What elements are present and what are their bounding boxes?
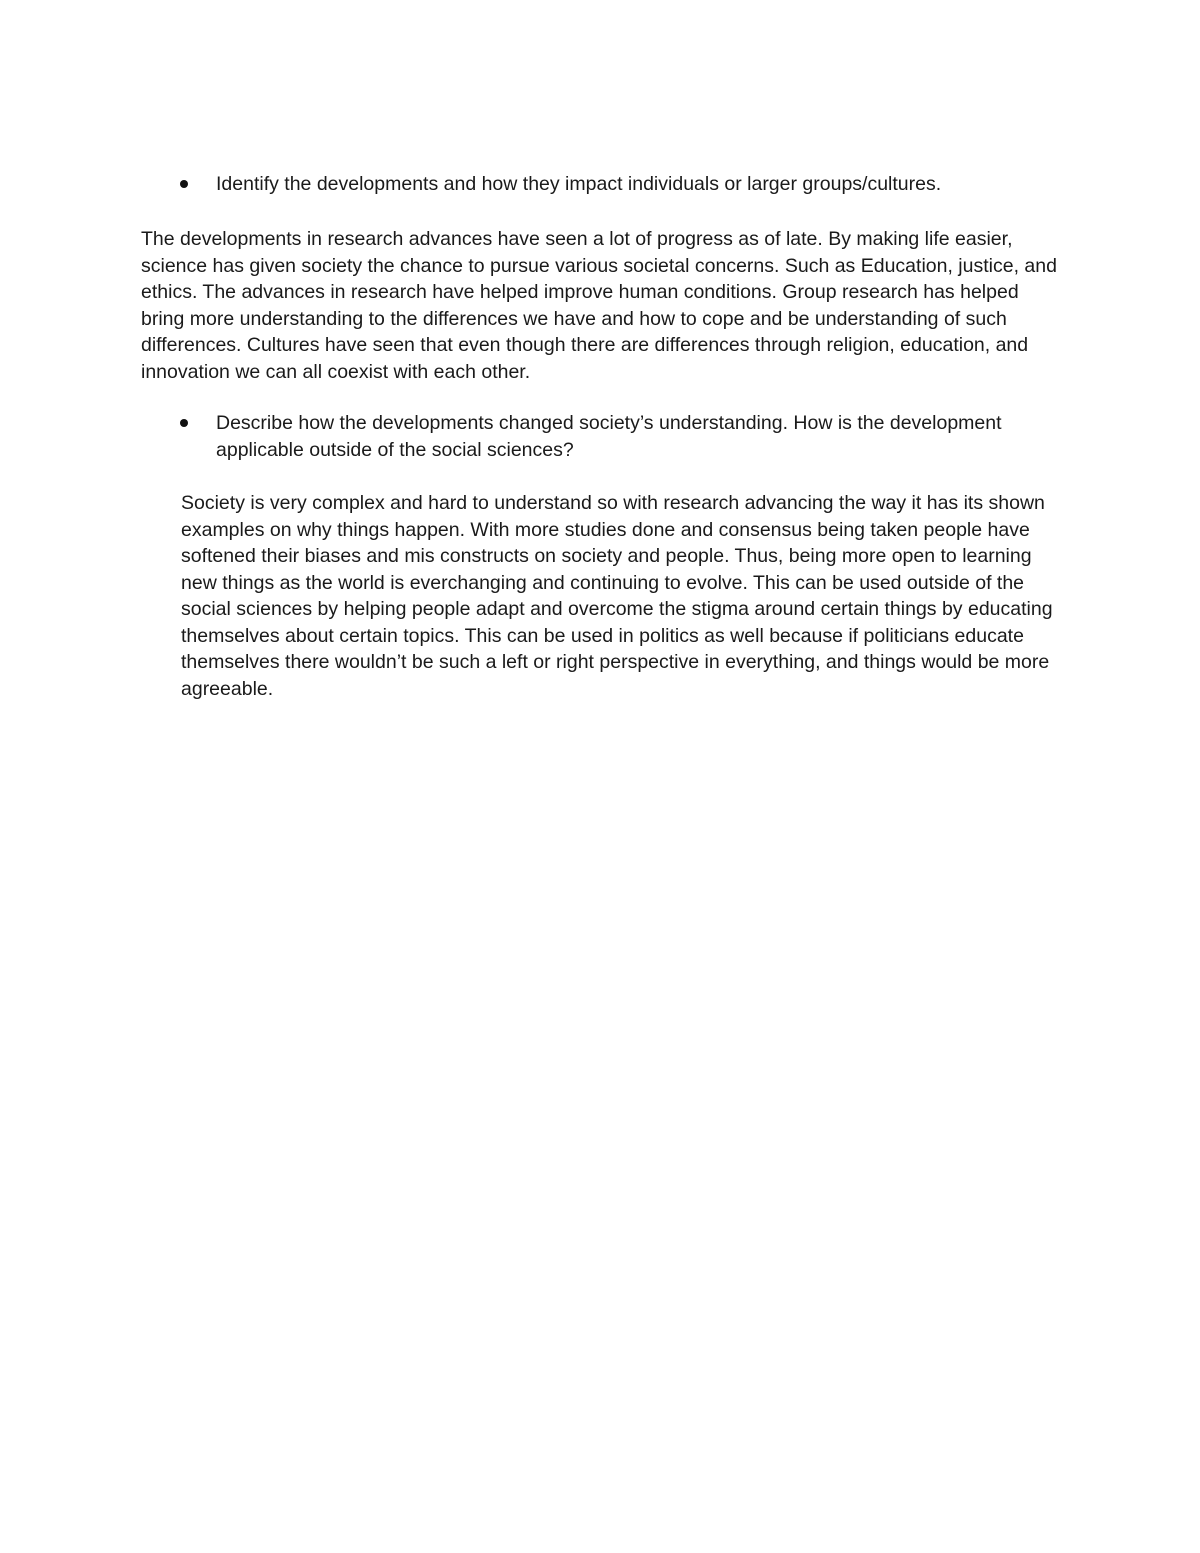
answer-paragraph-1: The developments in research advances have seen a lot of progress as of late. By making life easier, science has given society the chance to pursue various societal concerns. Such as Education, justice, and ethics. The advances in research have helped improve human conditions. Group research has helped bring more understanding to the differences we have and how to cope and be understanding of such differences. Cultures have seen that even though there are differences through religion, education, and innovation we can all coexist with each other. <box>141 228 1057 383</box>
bullet-item-describe-developments <box>216 410 1066 463</box>
bullet-dot-icon <box>180 419 188 427</box>
answer-paragraph-2: Society is very complex and hard to understand so with research advancing the way it has its shown examples on why things happen. With more studies done and consensus being taken people have softened their biases and mis constructs on society and people. Thus, being more open to learning new things as the world is everchanging and continuing to evolve. This can be used outside of the social sciences by helping people adapt and overcome the stigma around certain things by educating themselves about certain topics. This can be used in politics as well because if politicians educate themselves there wouldn’t be such a left or right perspective in everything, and things would be more agreeable. <box>181 492 1053 700</box>
bullet-dot-icon <box>180 180 188 188</box>
bullet-item-identify-developments <box>216 171 1066 198</box>
bullet-text: Identify the developments and how they impact individuals or larger groups/cultures. <box>216 173 942 195</box>
bullet-text: Describe how the developments changed society’s understanding. How is the development applicable outside of the social sciences? <box>216 412 1002 461</box>
